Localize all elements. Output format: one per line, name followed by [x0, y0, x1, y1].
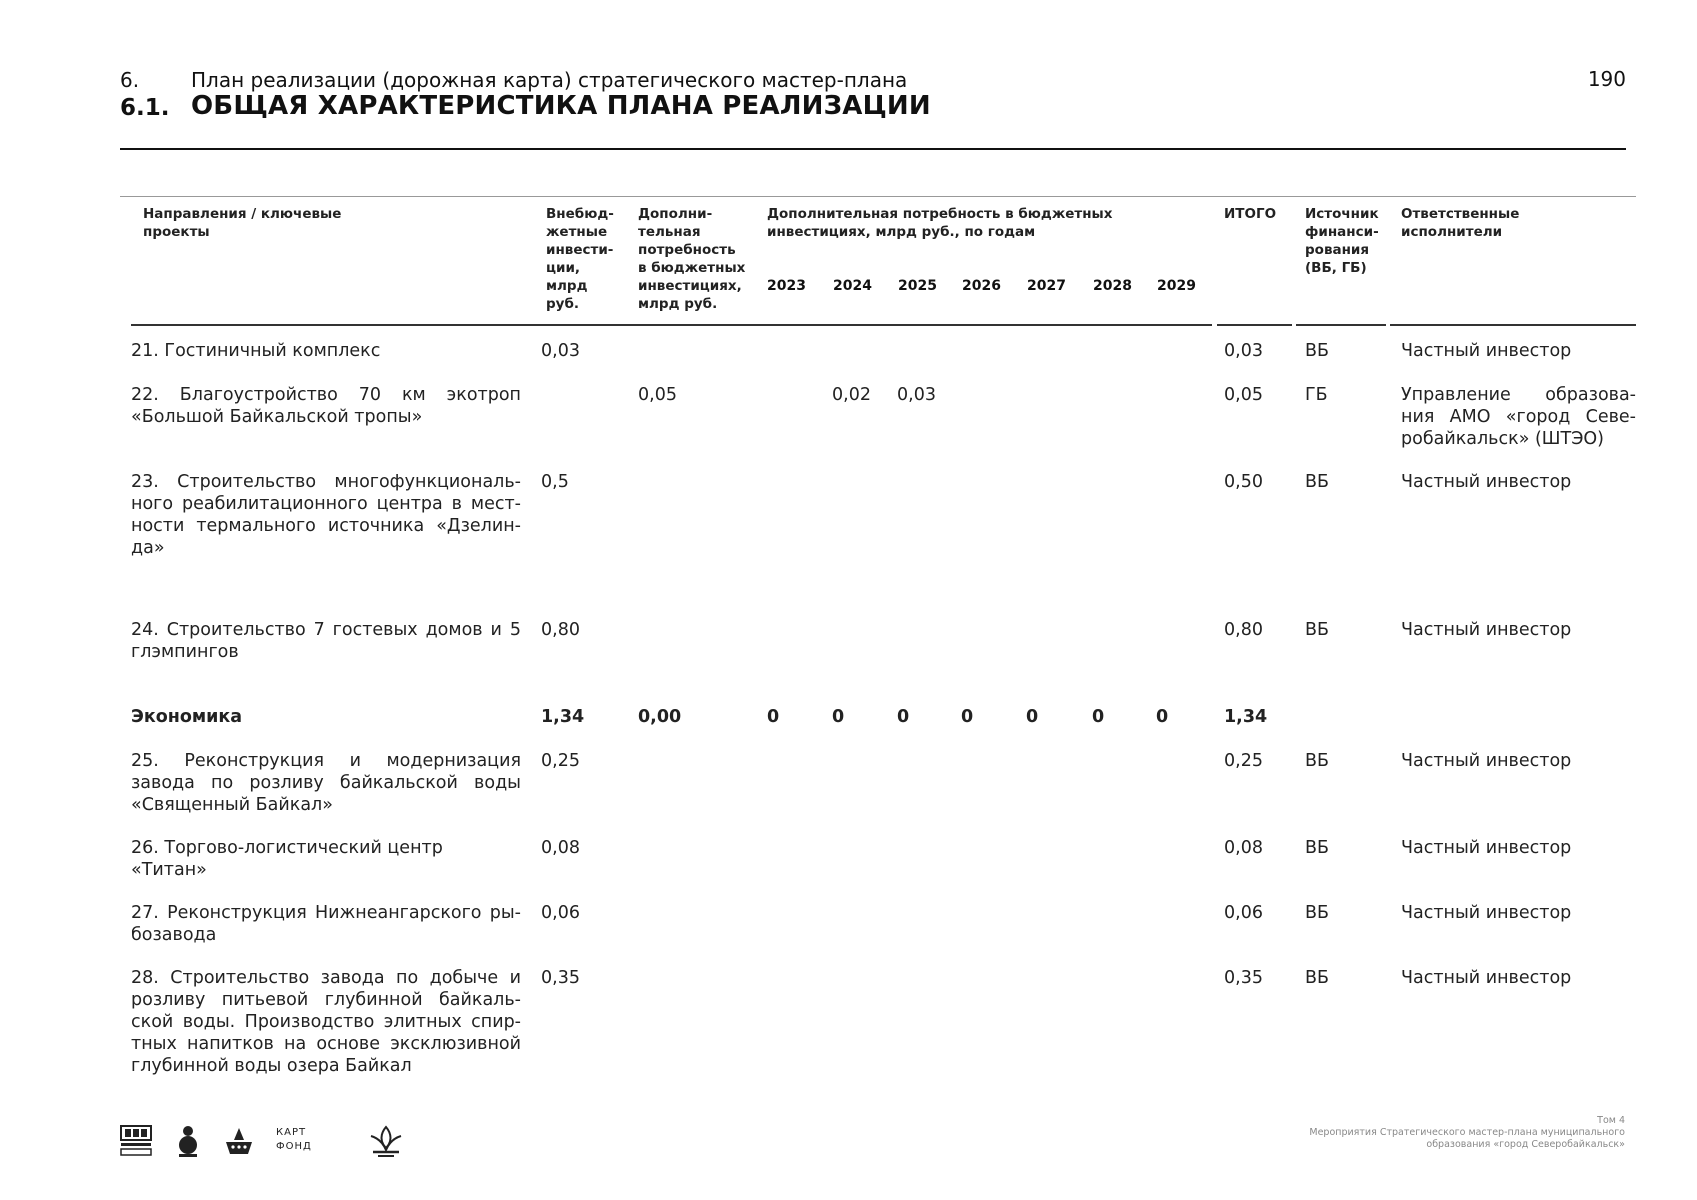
row-24-name: 24. Строительство 7 гостевых домов и 5 глэмпингов [131, 620, 521, 662]
header-underline-responsible [1390, 324, 1636, 326]
row-26-total: 0,08 [1224, 838, 1263, 858]
dom-rf-logo [120, 1124, 152, 1162]
bear-logo [176, 1124, 200, 1162]
header-additional-need: Дополни-тельная потребность в бюджетных инвестициях, млрд руб. [638, 206, 746, 312]
footer-note-line1: Том 4 [1597, 1115, 1625, 1126]
row-24-total: 0,80 [1224, 620, 1263, 640]
header-year-2027: 2027 [1027, 278, 1066, 294]
row-28-extra: 0,35 [541, 968, 580, 988]
row-27-extra: 0,06 [541, 903, 580, 923]
row-24-extra: 0,80 [541, 620, 580, 640]
row-21-extra: 0,03 [541, 341, 580, 361]
header-year-2026: 2026 [962, 278, 1001, 294]
row-26-responsible: Частный инвестор [1401, 838, 1572, 858]
section-number: 6. [120, 68, 140, 92]
row-25-responsible: Частный инвестор [1401, 751, 1572, 771]
row-economy-year-2023: 0 [767, 707, 780, 727]
section-title: План реализации (дорожная карта) стратегического мастер-плана [191, 68, 908, 92]
row-23-total: 0,50 [1224, 472, 1263, 492]
row-28-name: 28. Строительство завода по добыче и розливу питьевой глубинной байкаль-ской воды. Производство элитных спир-тных напитков на основе эксклюзивной глубинной воды озера Байкал [131, 968, 521, 1076]
row-economy-year-2029: 0 [1156, 707, 1169, 727]
row-22-year-2025: 0,03 [897, 385, 936, 405]
subsection-title: ОБЩАЯ ХАРАКТЕРИСТИКА ПЛАНА РЕАЛИЗАЦИИ [191, 91, 931, 121]
header-underline-total [1217, 324, 1292, 326]
header-total: ИТОГО [1224, 206, 1277, 222]
header-year-2024: 2024 [833, 278, 872, 294]
row-27-source: ВБ [1305, 903, 1330, 923]
boat-logo [224, 1124, 254, 1162]
row-27-responsible: Частный инвестор [1401, 903, 1572, 923]
row-economy-total: 1,34 [1224, 707, 1268, 727]
row-22-total: 0,05 [1224, 385, 1263, 405]
row-21-name: 21. Гостиничный комплекс [131, 341, 381, 361]
row-economy-year-2024: 0 [832, 707, 845, 727]
footer-note [1220, 1115, 1625, 1151]
row-25-source: ВБ [1305, 751, 1330, 771]
row-28-total: 0,35 [1224, 968, 1263, 988]
kart-fond-logo: КАРТ ФОНД [276, 1127, 312, 1152]
header-underline-values [622, 324, 1212, 326]
row-26-source: ВБ [1305, 838, 1330, 858]
row-economy-extra: 1,34 [541, 707, 585, 727]
row-28-source: ВБ [1305, 968, 1330, 988]
row-economy-name: Экономика [131, 707, 243, 727]
header-responsible: Ответственные исполнители [1401, 206, 1520, 240]
row-21-responsible: Частный инвестор [1401, 341, 1572, 361]
row-25-extra: 0,25 [541, 751, 580, 771]
header-by-years: Дополнительная потребность в бюджетных инвестициях, млрд руб., по годам [767, 206, 1113, 240]
header-divider [120, 148, 1626, 150]
row-21-total: 0,03 [1224, 341, 1263, 361]
row-22-need: 0,05 [638, 385, 677, 405]
header-extra-budget: Внебюд-жетные инвести-ции, млрд руб. [546, 206, 614, 312]
header-directions: Направления / ключевые проекты [143, 206, 342, 240]
row-25-name: 25. Реконструкция и модернизация завода по розливу байкальской воды «Священный Байкал» [131, 751, 521, 815]
header-year-2025: 2025 [898, 278, 937, 294]
row-22-responsible: Управление образова-ния АМО «город Севе-робайкальск» (ШТЭО) [1401, 385, 1636, 449]
row-23-name: 23. Строительство многофункциональ-ного реабилитационного центра в мест-ности термального источника «Дзелин-да» [131, 472, 521, 558]
header-underline-source [1296, 324, 1386, 326]
row-economy-year-2025: 0 [897, 707, 910, 727]
row-23-source: ВБ [1305, 472, 1330, 492]
lotus-logo [368, 1124, 404, 1162]
row-22-name: 22. Благоустройство 70 км экотроп «Большой Байкальской тропы» [131, 385, 521, 427]
row-22-year-2024: 0,02 [832, 385, 871, 405]
row-25-total: 0,25 [1224, 751, 1263, 771]
row-economy-need: 0,00 [638, 707, 682, 727]
footer-note-line2: Мероприятия Стратегического мастер-плана муниципального [1309, 1127, 1625, 1138]
row-23-extra: 0,5 [541, 472, 569, 492]
header-source: Источник финанси-рования (ВБ, ГБ) [1305, 206, 1379, 276]
row-27-name: 27. Реконструкция Нижнеангарского ры-бозавода [131, 903, 521, 945]
header-year-2023: 2023 [767, 278, 806, 294]
row-28-responsible: Частный инвестор [1401, 968, 1572, 988]
page-number: 190 [1587, 67, 1626, 91]
header-year-2028: 2028 [1093, 278, 1132, 294]
row-27-total: 0,06 [1224, 903, 1263, 923]
row-26-extra: 0,08 [541, 838, 580, 858]
row-23-responsible: Частный инвестор [1401, 472, 1572, 492]
header-year-2029: 2029 [1157, 278, 1196, 294]
row-economy-year-2027: 0 [1026, 707, 1039, 727]
row-24-source: ВБ [1305, 620, 1330, 640]
table-top-rule [120, 196, 1636, 197]
header-underline-directions [131, 324, 622, 326]
subsection-number: 6.1. [120, 95, 170, 121]
row-economy-year-2026: 0 [961, 707, 974, 727]
row-24-responsible: Частный инвестор [1401, 620, 1572, 640]
footer-note-line3: образования «город Северобайкальск» [1426, 1139, 1625, 1150]
row-26-name: 26. Торгово-логистический центр «Титан» [131, 838, 443, 880]
row-22-source: ГБ [1305, 385, 1328, 405]
row-21-source: ВБ [1305, 341, 1330, 361]
row-economy-year-2028: 0 [1092, 707, 1105, 727]
